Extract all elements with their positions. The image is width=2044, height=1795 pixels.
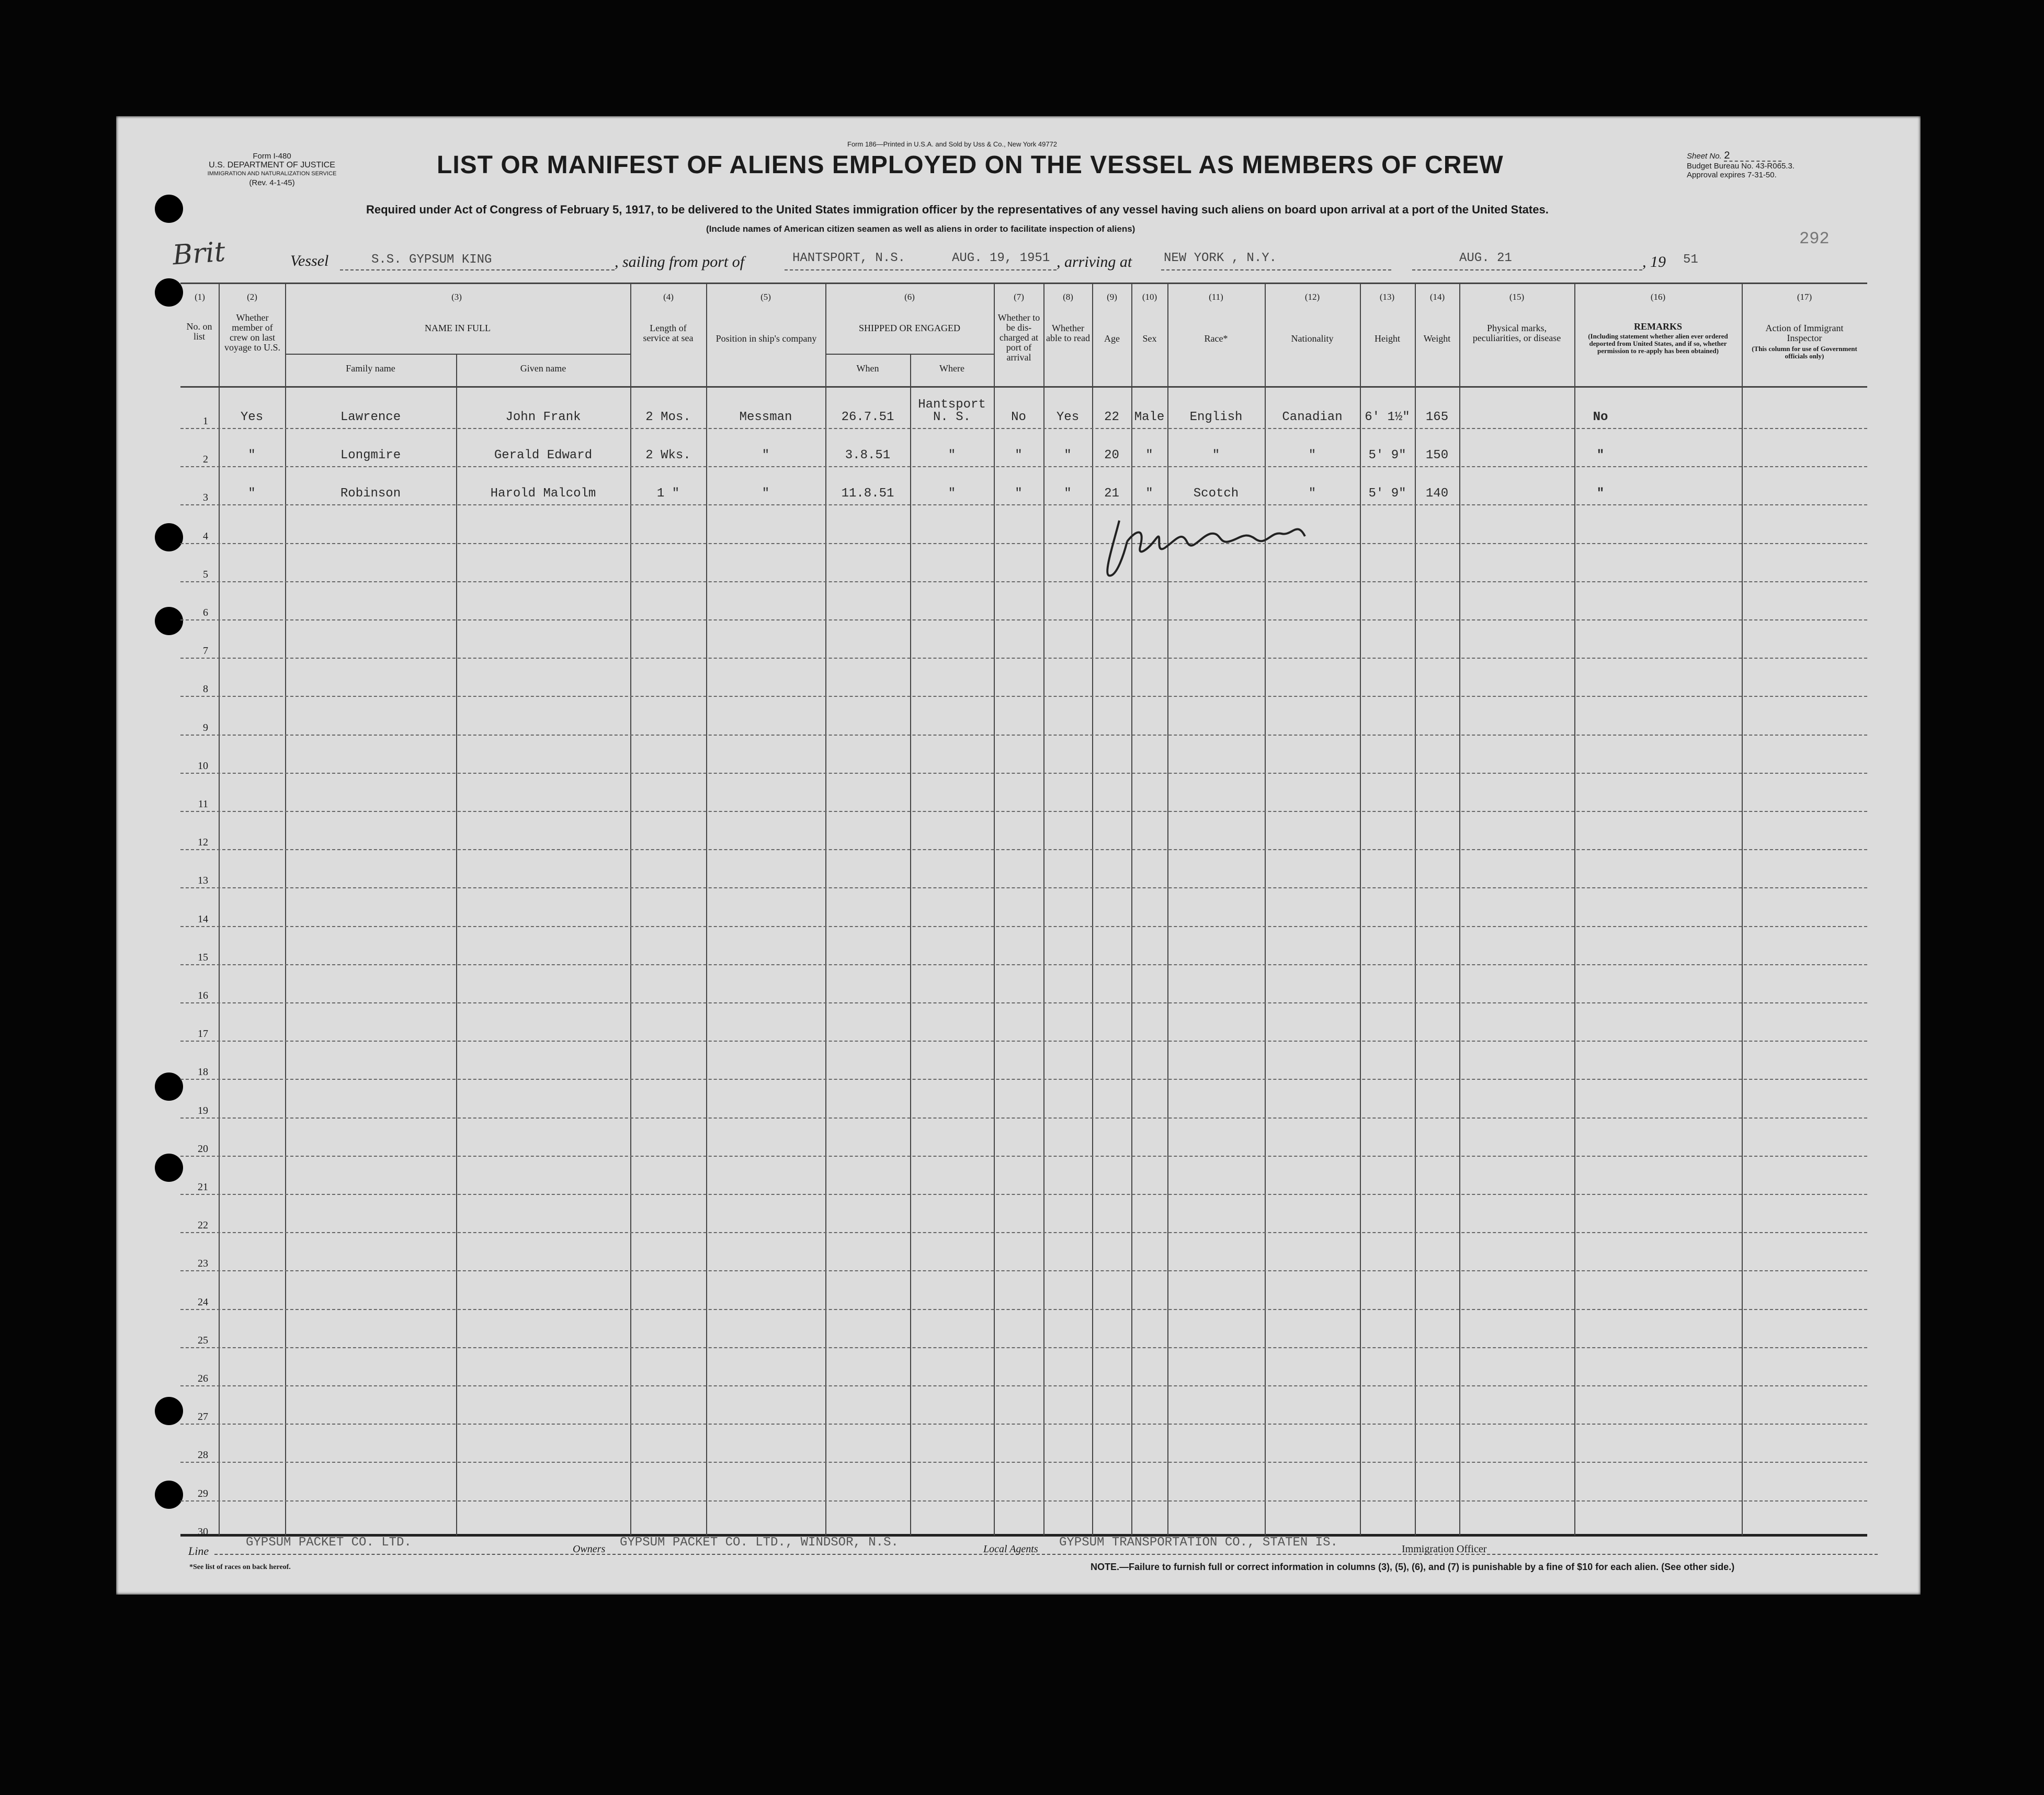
header-given-name: Given name [520,363,566,374]
row-rule [180,964,1867,965]
row-rule [180,504,1867,505]
row-rule [180,1117,1867,1119]
cell-nationality: " [1308,448,1316,462]
revision: (Rev. 4-1-45) [249,178,295,187]
row-number: 30 [198,1526,208,1538]
row-rule [180,428,1867,429]
row-rule [180,926,1867,927]
row-rule [180,1462,1867,1463]
cell-when: 11.8.51 [841,487,894,501]
row-number: 26 [198,1373,208,1384]
row-rule [180,1156,1867,1157]
cell-family: Longmire [340,448,401,462]
officer-label: Immigration Officer [1402,1543,1487,1555]
row-rule [180,811,1867,812]
row-rule [180,543,1867,544]
cell-discharged: " [1015,487,1023,501]
owners-name: GYPSUM PACKET CO. LTD., WINDSOR, N.S. [620,1536,899,1550]
col-num-14: (14) [1429,292,1445,302]
punch-hole [155,195,183,223]
col-num-15: (15) [1509,292,1525,302]
row-rule [180,1424,1867,1425]
subtitle-note: (Include names of American citizen seamen as well as aliens in order to facilitate inspection of aliens) [706,224,1135,234]
cell-position: " [762,448,770,462]
row-rule [180,1500,1867,1502]
cell-age: 22 [1104,410,1119,424]
row-rule [180,658,1867,659]
cell-where: " [948,448,956,462]
col-num-16: (16) [1650,292,1666,302]
header-shipped-engaged: SHIPPED OR ENGAGED [858,323,960,333]
cell-weight: 150 [1425,448,1449,462]
sailing-label: , sailing from port of [615,253,745,270]
row-number: 7 [203,645,208,657]
punch-hole [155,278,183,307]
row-number: 21 [198,1181,208,1193]
arrival-year: 51 [1683,253,1698,267]
row-number: 14 [198,913,208,925]
header-length-of-service: Length of service at sea [643,323,694,343]
cell-race: English [1189,410,1243,424]
row-rule [180,1385,1867,1386]
row-rule [180,1002,1867,1003]
row-number: 2 [203,454,208,465]
header-weight: Weight [1423,333,1451,344]
inspector-signature [1098,510,1339,589]
cell-where: " [948,487,956,501]
cell-discharged: " [1015,448,1023,462]
cell-read: " [1064,487,1072,501]
col-num-9: (9) [1107,292,1117,302]
row-number: 18 [198,1066,208,1078]
cell-family: Lawrence [340,410,401,424]
vessel-label: Vessel [290,252,329,269]
col-num-10: (10) [1142,292,1157,302]
row-rule [180,1194,1867,1195]
penalty-note: NOTE.—Failure to furnish full or correct information in columns (3), (5), (6), and (7) is punishable by a fine of $10 for each alien. (See other side.) [1091,1562,1735,1572]
row-rule [180,1079,1867,1080]
cell-nationality: " [1308,487,1316,501]
header-name-in-full: NAME IN FULL [425,323,491,333]
header-inspector: Action of Immigrant Inspector [1765,323,1844,343]
row-number: 11 [198,798,208,810]
cell-height: 5' 9" [1368,448,1406,462]
row-number: 24 [198,1296,208,1308]
col-num-3: (3) [451,292,462,302]
header-inspector-note: (This column for use of Government officials only) [1752,345,1857,360]
row-number: 17 [198,1028,208,1040]
budget-number: Budget Bureau No. 43-R065.3. [1687,162,1795,171]
service: IMMIGRATION AND NATURALIZATION SERVICE [207,171,337,177]
header-when: When [856,363,879,374]
race-note: *See list of races on back hereof. [189,1563,291,1571]
cell-last: Yes [240,410,264,424]
row-number: 27 [198,1411,208,1423]
stamp-number: 292 [1799,229,1830,249]
header-last-voyage: Whether member of crew on last voyage to U.S. [224,312,280,353]
header-remarks: REMARKS [1633,321,1682,332]
header-remarks-note: (Including statement whether alien ever ordered deported from United States, and if so, whether permission to re-apply has been obtained) [1588,332,1728,355]
form-title: LIST OR MANIFEST OF ALIENS EMPLOYED ON THE VESSEL AS MEMBERS OF CREW [437,151,1504,179]
department: U.S. DEPARTMENT OF JUSTICE [209,161,335,170]
cell-weight: 165 [1425,410,1449,424]
row-rule [180,1041,1867,1042]
header-nationality: Nationality [1291,333,1334,344]
row-number: 4 [203,530,208,542]
header-family-name: Family name [346,363,395,374]
row-rule [180,849,1867,850]
cell-last: " [248,487,256,501]
row-number: 23 [198,1258,208,1269]
header-physical-marks: Physical marks, peculiarities, or disease [1472,323,1561,343]
cell-position: Messman [739,410,792,424]
arrival-date: AUG. 21 [1459,251,1512,265]
row-number: 19 [198,1105,208,1116]
owners-label: Owners [573,1543,606,1555]
row-rule [180,1347,1867,1348]
col-num-11: (11) [1209,292,1223,302]
col-num-4: (4) [663,292,674,302]
cell-given: Gerald Edward [494,448,593,462]
line-name: GYPSUM PACKET CO. LTD. [246,1536,412,1550]
header-where: Where [939,363,964,374]
row-number: 13 [198,875,208,886]
col-num-12: (12) [1304,292,1320,302]
sailing-date: AUG. 19, 1951 [952,251,1050,265]
line-label: Line [188,1544,209,1557]
form-number: Form I-480 [253,152,291,161]
row-number: 6 [203,607,208,618]
cell-height: 6' 1½" [1365,410,1410,424]
col-num-13: (13) [1379,292,1395,302]
cell-service: 2 Wks. [645,448,691,462]
row-rule [180,696,1867,697]
row-number: 29 [198,1488,208,1499]
sheet-label: Sheet No. [1687,152,1722,161]
col-num-5: (5) [760,292,771,302]
row-rule [180,1232,1867,1233]
vessel-name: S.S. GYPSUM KING [371,253,492,267]
cell-sex: Male [1134,410,1165,424]
cell-sex: " [1145,487,1153,501]
cell-read: " [1064,448,1072,462]
sailing-port: HANTSPORT, N.S. [792,251,906,265]
arrival-port: NEW YORK , N.Y. [1164,251,1277,265]
row-rule [180,887,1867,888]
header-height: Height [1375,333,1400,344]
row-number: 5 [203,569,208,580]
header-position: Position in ship's company [716,333,817,344]
year-label: , 19 [1642,253,1666,270]
agents-label: Local Agents [983,1543,1038,1555]
cell-sex: " [1145,448,1153,462]
cell-race: Scotch [1193,487,1239,501]
row-number: 16 [198,990,208,1001]
row-number: 20 [198,1143,208,1155]
cell-family: Robinson [340,487,401,501]
cell-weight: 140 [1425,487,1449,501]
row-number: 25 [198,1335,208,1346]
col-num-2: (2) [247,292,257,302]
header-discharged: Whether to be dis-charged at port of arrival [997,312,1040,363]
sheet-number: 2 [1724,152,1781,162]
cell-nationality: Canadian [1282,410,1343,424]
approval-expiry: Approval expires 7-31-50. [1687,171,1777,179]
header-sex: Sex [1142,333,1157,344]
cell-service: 2 Mos. [645,410,691,424]
cell-where: Hantsport N. S. [918,398,986,424]
printer-line: Form 186—Printed in U.S.A. and Sold by Uss & Co., New York 49772 [847,140,1058,148]
row-number: 9 [203,722,208,733]
row-rule [180,735,1867,736]
header-race: Race* [1204,333,1228,344]
row-number: 28 [198,1449,208,1461]
cell-discharged: No [1011,410,1026,424]
row-number: 8 [203,683,208,695]
row-number: 10 [198,760,208,772]
header-age: Age [1104,333,1120,344]
col-num-8: (8) [1063,292,1073,302]
row-number: 12 [198,837,208,848]
cell-position: " [762,487,770,501]
col-num-17: (17) [1797,292,1812,302]
cell-service: 1 " [656,487,680,501]
row-rule [180,1309,1867,1310]
row-number: 15 [198,952,208,963]
row-rule [180,466,1867,467]
header-no-on-list: No. on list [186,321,212,342]
row-number: 22 [198,1220,208,1231]
row-rule [180,581,1867,582]
cell-given: John Frank [505,410,581,424]
cell-read: Yes [1056,410,1080,424]
cell-remarks: " [1596,448,1605,462]
cell-age: 21 [1104,487,1119,501]
row-number: 1 [203,415,208,427]
cell-when: 26.7.51 [841,410,894,424]
col-num-1: (1) [195,292,205,302]
cell-age: 20 [1104,448,1119,462]
row-rule [180,773,1867,774]
row-number: 3 [203,492,208,503]
cell-remarks: No [1593,410,1608,424]
cell-height: 5' 9" [1368,487,1406,501]
cell-race: " [1212,448,1220,462]
agents-name: GYPSUM TRANSPORTATION CO., STATEN IS. [1059,1536,1338,1550]
col-num-6: (6) [904,292,915,302]
row-rule [180,1270,1867,1271]
cell-given: Harold Malcolm [490,487,596,501]
arriving-label: , arriving at [1057,253,1132,270]
cell-remarks: " [1596,487,1605,501]
cell-last: " [248,448,256,462]
cell-when: 3.8.51 [845,448,891,462]
subtitle: Required under Act of Congress of February 5, 1917, to be delivered to the United States immigration officer by the representatives of any vessel having such aliens on board upon arrival at a port of the United States. [366,203,1549,216]
col-num-7: (7) [1014,292,1024,302]
header-able-to-read: Whether able to read [1046,323,1090,343]
row-rule [180,619,1867,620]
punch-hole [155,1154,183,1182]
handwritten-mark: Brit [172,236,226,272]
